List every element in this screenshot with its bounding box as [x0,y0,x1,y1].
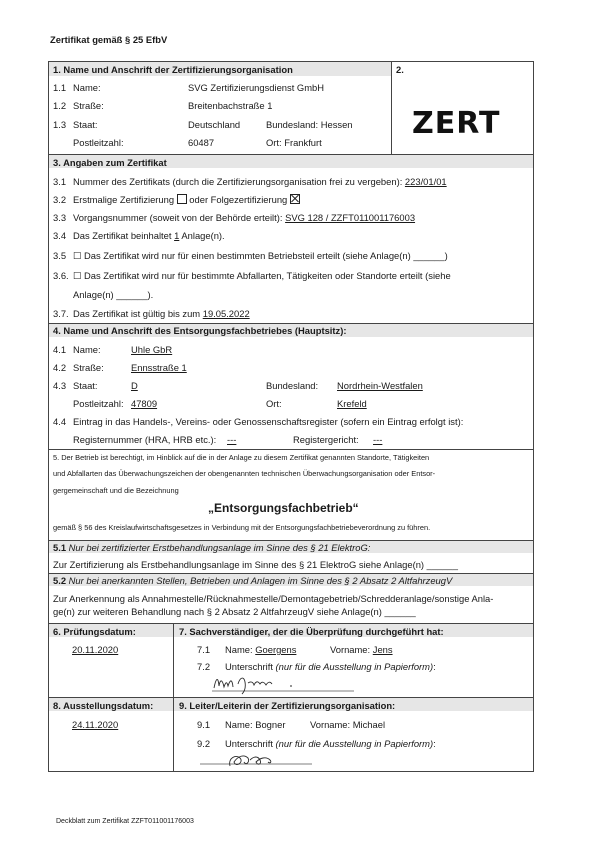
document-title: Zertifikat gemäß § 25 EfbV [50,34,168,45]
row-4-4-number: 4.4 [53,416,67,427]
table-top-border [48,61,534,62]
divider-51-52 [48,573,534,574]
org-state: Bundesland: Hessen [266,119,353,130]
section-2-heading: 2. [396,64,404,75]
row-3-7-number: 3.7. [53,308,69,319]
register-court: --- [373,434,383,445]
row-3-7-label: Das Zertifikat ist gültig bis zum [73,308,201,319]
row-3-6-number: 3.6. [53,270,69,281]
register-court-label: Registergericht: [293,434,359,445]
company-postcode-label: Postleitzahl: [73,398,124,409]
zert-logo: ZERT [412,106,501,141]
expert-name-label: Name: [225,644,253,655]
row-1-2-number: 1.2 [53,100,67,111]
org-country: Deutschland [188,119,241,130]
inspection-date: 20.11.2020 [72,644,119,655]
org-name: SVG Zertifizierungsdienst GmbH [188,82,324,93]
company-state: Nordrhein-Westfalen [337,380,423,391]
row-3-5-text: ☐ Das Zertifikat wird nur für einen bestimmten Betriebsteil erteilt (siehe Anlage(n) ______) [73,250,448,261]
row-1-3-label: Staat: [73,119,98,130]
divider-1-3 [48,154,534,155]
section-7-heading: 7. Sachverständiger, der die Überprüfung durchgeführt hat: [179,626,444,637]
section-8-heading: 8. Ausstellungsdatum: [53,700,154,711]
section-5-text-line-4: gemäß § 56 des Kreislaufwirtschaftsgesetzes in Verbindung mit der Entsorgungsfachbetriebeverordnung zu führen. [53,523,431,532]
head-first-name: Vorname: Michael [310,719,386,730]
row-4-4-text: Eintrag in das Handels-, Vereins- oder Genossenschaftsregister (sofern ein Eintrag erfolgt ist): [73,416,464,427]
row-4-3-label: Staat: [73,380,98,391]
company-country: D [131,380,138,391]
org-postcode-label: Postleitzahl: [73,137,124,148]
company-city-label: Ort: [266,398,282,409]
row-7-2-number: 7.2 [197,661,211,672]
section-5-2-text-line-2: ge(n) zur weiteren Behandlung nach § 2 Absatz 2 AltfahrzeugV siehe Anlage(n) ______ [53,606,416,617]
company-city: Krefeld [337,398,367,409]
row-1-1-number: 1.1 [53,82,67,93]
row-3-3-number: 3.3 [53,212,67,223]
designation-title: „Entsorgungsfachbetrieb“ [208,501,359,515]
row-1-3-number: 1.3 [53,119,67,130]
section-5-1-number: 5.1 [53,542,67,553]
row-4-2-label: Straße: [73,362,104,373]
expert-signature-note: (nur für die Ausstellung in Papierform) [275,661,434,672]
row-3-4-label: Das Zertifikat beinhaltet [73,230,172,241]
divider-52-6 [48,623,534,624]
org-postcode: 60487 [188,137,215,148]
section-5-1-header [53,542,370,553]
row-1-1-label: Name: [73,82,101,93]
section-5-text-line-2: und Abfallarten das Überwachungszeichen der obengenannten technischen Überwachungsorganisation oder Entsor- [53,469,436,478]
row-3-4-number: 3.4 [53,230,67,241]
row-3-2-text [73,194,300,205]
head-signature-colon: : [433,738,436,749]
company-postcode: 47809 [131,398,158,409]
head-signature-label: Unterschrift [225,738,273,749]
section-9-heading: 9. Leiter/Leiterin der Zertifizierungsorganisation: [179,700,396,711]
expert-firstname-label: Vorname: [330,644,371,655]
row-7-1-text [225,644,296,655]
first-certification-label: Erstmalige Zertifizierung [73,194,175,205]
row-3-4-text [73,230,225,241]
expert-signature [200,672,360,696]
follow-up-certification-label: oder Folgezertifizierung [189,194,288,205]
register-number: --- [227,434,237,445]
table-left-border [48,61,49,772]
expert-first-name: Jens [372,644,393,655]
row-4-1-label: Name: [73,344,101,355]
row-3-2-number: 3.2 [53,194,67,205]
head-name: Name: Bogner [225,719,286,730]
section-5-1-text: Zur Zertifizierung als Erstbehandlungsanlage im Sinne des § 21 ElektroG siehe Anlage(n) ______ [53,559,458,570]
divider-5-51 [48,540,534,541]
company-state-label: Bundesland: [266,380,319,391]
row-7-1-number: 7.1 [197,644,211,655]
org-street: Breitenbachstraße 1 [188,100,273,111]
first-certification-checkbox [177,194,187,204]
row-4-2-number: 4.2 [53,362,67,373]
section-5-text-line-1: 5. Der Betrieb ist berechtigt, im Hinblick auf die in der Anlage zu diesem Zertifikat genannten Standorte, Tätigkeiten [53,453,430,462]
row-3-7-text [73,308,250,319]
row-3-3-label: Vorgangsnummer (soweit von der Behörde erteilt): [73,212,283,223]
section-1-2-divider [391,61,392,154]
register-number-label: Registernummer (HRA, HRB etc.): [73,434,217,445]
expert-last-name: Goergens [255,644,297,655]
row-7-1-firstname [330,644,393,655]
row-3-1-number: 3.1 [53,176,67,187]
row-1-2-label: Straße: [73,100,104,111]
head-signature-note: (nur für die Ausstellung in Papierform) [275,738,434,749]
section-5-2-header [53,575,452,586]
section-5-1-heading: Nur bei zertifizierter Erstbehandlungsanlage im Sinne des § 21 ElektroG: [68,542,371,553]
section-5-2-heading: Nur bei anerkannten Stellen, Betrieben und Anlagen im Sinne des § 2 Absatz 2 AltfahrzeugV [68,575,453,586]
row-3-6-text-cont: Anlage(n) ______). [73,289,154,300]
row-3-1-label: Nummer des Zertifikats (durch die Zertifizierungsorganisation frei zu vergeben): [73,176,403,187]
section-3-heading: 3. Angaben zum Zertifikat [53,157,167,168]
section-4-heading: 4. Name und Anschrift des Entsorgungsfachbetriebes (Hauptsitz): [53,325,347,336]
issue-date: 24.11.2020 [72,719,119,730]
divider-67-89 [48,697,534,698]
procedure-number: SVG 128 / ZZFT011001176003 [285,212,416,223]
row-9-2-number: 9.2 [197,738,211,749]
row-4-3-number: 4.3 [53,380,67,391]
row-3-3-text [73,212,415,223]
row-3-5-number: 3.5 [53,250,67,261]
divider-4-5 [48,449,534,450]
section-5-2-text-line-1: Zur Anerkennung als Annahmestelle/Rücknahmestelle/Demontagebetrieb/Schredderanlage/sonstige Anla- [53,593,494,604]
follow-up-certification-checkbox [290,194,300,204]
section-6-heading: 6. Prüfungsdatum: [53,626,136,637]
expert-signature-label: Unterschrift [225,661,273,672]
head-signature [200,748,360,772]
row-3-1-text [73,176,447,187]
section-5-text-line-3: gergemeinschaft und die Bezeichnung [53,486,179,495]
org-city: Ort: Frankfurt [266,137,322,148]
attachment-count: 1 [174,230,180,241]
section-5-2-number: 5.2 [53,575,67,586]
table-right-border [533,61,534,772]
company-name: Uhle GbR [131,344,173,355]
company-street: Ennsstraße 1 [131,362,187,373]
section-1-heading: 1. Name und Anschrift der Zertifizierungsorganisation [53,64,293,75]
certificate-number: 223/01/01 [404,176,447,187]
expert-signature-colon: : [433,661,436,672]
footer-note: Deckblatt zum Zertifikat ZZFT011001176003 [56,818,194,825]
row-9-1-number: 9.1 [197,719,211,730]
row-3-4-suffix: Anlage(n). [181,230,225,241]
row-4-1-number: 4.1 [53,344,67,355]
row-3-6-text: ☐ Das Zertifikat wird nur für bestimmte Abfallarten, Tätigkeiten oder Standorte erteilt (siehe [73,270,451,281]
divider-3-4 [48,323,534,324]
valid-until-date: 19.05.2022 [202,308,250,319]
row-7-2-text [225,661,436,672]
